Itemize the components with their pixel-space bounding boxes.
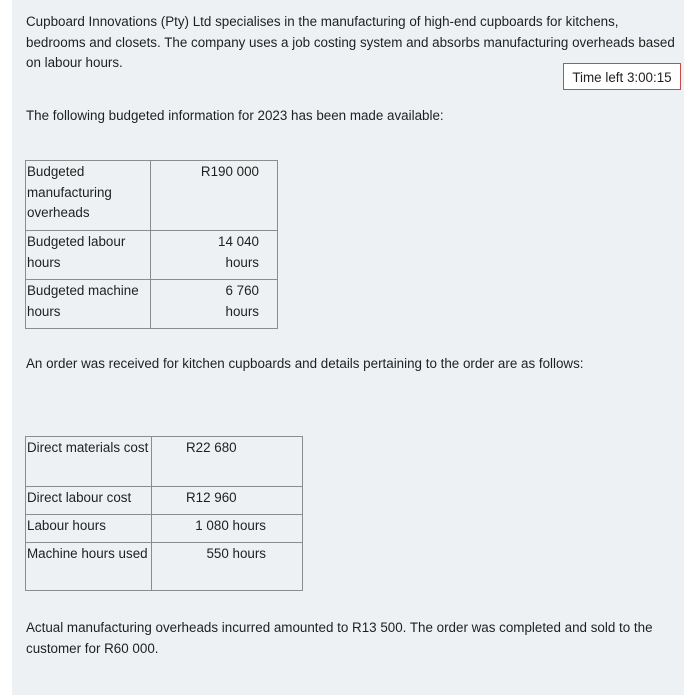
budget-intro-text: The following budgeted information for 2023 has been made available: xyxy=(26,108,444,123)
budget-value-cell: 14 040 hours xyxy=(151,231,278,280)
table-row xyxy=(26,231,278,280)
order-label-cell: Labour hours xyxy=(26,515,152,543)
order-table xyxy=(25,436,303,591)
table-row xyxy=(26,437,303,487)
actual-overheads-paragraph: Actual manufacturing overheads incurred amounted to R13 500. The order was completed and sold to the customer for R60 000. xyxy=(26,620,653,656)
budget-value-cell: R190 000 xyxy=(151,161,278,231)
table-row xyxy=(26,515,303,543)
budget-label-cell: Budgeted manufacturing overheads xyxy=(26,161,151,231)
table-row xyxy=(26,280,278,329)
intro-paragraph: Cupboard Innovations (Pty) Ltd specialises in the manufacturing of high-end cupboards for kitchens, bedrooms and closets. The company uses a job costing system and absorbs manufacturing overheads based on labour hours. xyxy=(26,14,675,70)
table-row xyxy=(26,161,278,231)
order-value-cell: 1 080 hours xyxy=(152,515,303,543)
time-left-indicator: Time left 3:00:15 xyxy=(563,63,681,90)
budget-label-cell: Budgeted labour hours xyxy=(26,231,151,280)
order-label-cell: Direct labour cost xyxy=(26,487,152,515)
budget-table xyxy=(25,160,278,329)
order-value-cell: 550 hours xyxy=(152,543,303,591)
order-label-cell: Direct materials cost xyxy=(26,437,152,487)
order-value-cell: R22 680 xyxy=(152,437,303,487)
table-row xyxy=(26,543,303,591)
order-label-cell: Machine hours used xyxy=(26,543,152,591)
order-intro-text: An order was received for kitchen cupboards and details pertaining to the order are as follows: xyxy=(26,356,584,371)
budget-label-cell: Budgeted machine hours xyxy=(26,280,151,329)
order-value-cell: R12 960 xyxy=(152,487,303,515)
table-row xyxy=(26,487,303,515)
budget-value-cell: 6 760 hours xyxy=(151,280,278,329)
